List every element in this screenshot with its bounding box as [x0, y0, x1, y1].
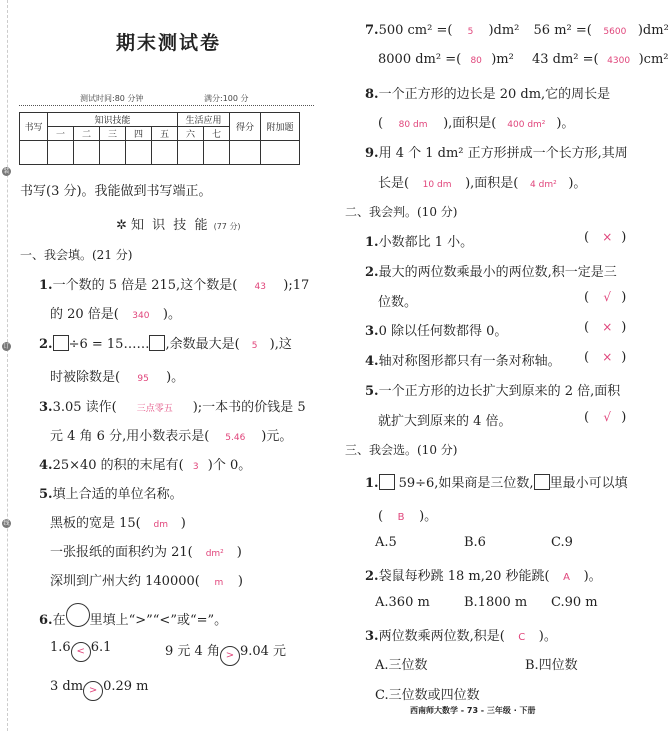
question-5-item: 一张报纸的面积约为 21( dm² ): [50, 545, 242, 560]
answer: A: [563, 572, 571, 583]
compare-item: 9 元 4 角 > 9.04 元: [165, 640, 286, 666]
score-col-score: 得分: [230, 113, 261, 141]
binding-hole: 订: [3, 343, 10, 350]
binding-hole: 线: [3, 520, 10, 527]
answer: 340: [132, 311, 150, 321]
score-table: [19, 112, 300, 165]
blank-circle-icon: [66, 603, 90, 627]
question-3-line1: 3.3.05 读作( 三点零五 );一本书的价钱是 5: [39, 400, 306, 415]
judge-mark: ( √ ): [584, 410, 627, 425]
blank-box-icon: [534, 474, 550, 490]
answer: <: [71, 642, 91, 662]
binding-hole: 装: [3, 168, 10, 175]
score-group-knowledge: 知识技能: [48, 113, 178, 127]
score-subcol: 六: [178, 127, 204, 141]
blank-box-icon: [379, 474, 395, 490]
question-2-line2: 时被除数是( 95 )。: [50, 370, 185, 385]
answer: >: [220, 646, 240, 666]
question-8-line2: ( 80 dm ),面积是( 400 dm² )。: [378, 116, 575, 131]
score-group-application: 生活应用: [178, 113, 230, 127]
answer: 400 dm²: [507, 120, 546, 130]
option: A.360 m: [375, 595, 430, 610]
writing-line: 书写(3 分)。我能做到书写端正。: [20, 184, 212, 199]
score-subcol: 四: [126, 127, 152, 141]
question-1-line1: 1.一个数的 5 倍是 215,这个数是( 43 );17: [39, 278, 310, 293]
score-col-writing: 书写: [20, 113, 48, 141]
answer: >: [83, 681, 103, 701]
option: B.四位数: [525, 658, 578, 673]
judge-mark: ( × ): [584, 230, 627, 245]
question-5-title: 5.填上合适的单位名称。: [39, 487, 183, 502]
score-cell: [100, 141, 126, 165]
score-cell: [230, 141, 261, 165]
option: B.1800 m: [464, 595, 528, 610]
score-col-extra: 附加题: [261, 113, 300, 141]
judge-item: 1.小数都比 1 小。: [365, 235, 474, 250]
compare-item: 1.6 < 6.1: [50, 640, 111, 662]
answer: 三点零五: [136, 404, 173, 414]
option: A.5: [375, 535, 397, 550]
judge-item-cont: 位数。: [378, 295, 418, 310]
judge-mark: ( √ ): [584, 290, 627, 305]
judge-mark: ( × ): [584, 350, 627, 365]
answer: 5: [467, 27, 474, 37]
answer: C: [518, 632, 526, 643]
score-cell: [20, 141, 48, 165]
score-cell: [74, 141, 100, 165]
answer: m: [214, 578, 224, 588]
score-cell: [204, 141, 230, 165]
judge-item-cont: 就扩大到原来的 4 倍。: [378, 414, 512, 429]
part1-heading: 一、我会填。(21 分): [20, 248, 133, 262]
score-cell: [261, 141, 300, 165]
answer: dm: [153, 520, 168, 530]
answer: 5.46: [225, 433, 246, 443]
question-6-title: 6.在 里填上“>”“<”或“=”。: [39, 603, 227, 628]
question-9-line2: 长是( 10 dm ),面积是( 4 dm² )。: [378, 176, 587, 191]
answer: 10 dm: [422, 180, 452, 190]
answer: 95: [137, 374, 149, 384]
binding-line: [7, 0, 8, 731]
blank-box-icon: [53, 335, 69, 351]
question-5-item: 黑板的宽是 15( dm ): [50, 516, 186, 531]
question-5-item: 深圳到广州大约 140000( m ): [50, 574, 243, 589]
question-9-line1: 9.用 4 个 1 dm² 正方形拼成一个长方形,其周: [365, 146, 628, 161]
judge-item: 2.最大的两位数乘最小的两位数,积一定是三: [365, 265, 617, 280]
knowledge-heading: ✲ 知 识 技 能 (77 分): [116, 218, 241, 233]
answer: dm²: [205, 549, 224, 559]
choice-question-2: 2.袋鼠每秒跳 18 m,20 秒能跳( A )。: [365, 569, 602, 584]
part2-heading: 二、我会判。(10 分): [345, 205, 458, 219]
score-cell: [178, 141, 204, 165]
star-icon: ✲: [116, 218, 127, 233]
score-cell: [126, 141, 152, 165]
option: C.三位数或四位数: [375, 688, 480, 703]
page-footer: 西南师大数学 - 73 - 三年级 · 下册: [410, 706, 536, 715]
part3-heading: 三、我会选。(10 分): [345, 443, 458, 457]
score-subcol: 三: [100, 127, 126, 141]
option: B.6: [464, 535, 486, 550]
question-7-line1: 7.500 cm² =( 5 )dm² 56 m² =( 5600 )dm²: [365, 23, 669, 38]
score-cell: [152, 141, 178, 165]
answer: 80: [470, 56, 482, 66]
question-7-line2: 8000 dm² =( 80 )m² 43 dm² =( 4300 )cm²: [378, 52, 669, 67]
question-1-line2: 的 20 倍是( 340 )。: [50, 307, 181, 322]
score-subcol: 一: [48, 127, 74, 141]
judge-mark: ( × ): [584, 320, 627, 335]
question-2-line1: 2. ÷6 = 15…… ,余数最大是( 5 ),这: [39, 337, 292, 352]
answer: 3: [192, 462, 199, 472]
judge-item: 3.0 除以任何数都得 0。: [365, 324, 508, 339]
page-title: 期末测试卷: [116, 32, 222, 54]
question-4: 4.25×40 的积的末尾有( 3 )个 0。: [39, 458, 252, 473]
full-score: 满分:100 分: [204, 94, 249, 103]
option: A.三位数: [375, 658, 428, 673]
answer: 4 dm²: [530, 180, 557, 190]
answer: 5: [251, 341, 258, 351]
answer: 43: [254, 282, 266, 292]
blank-box-icon: [149, 335, 165, 351]
choice-question-1: 1. 59÷6,如果商是三位数, 里最小可以填: [365, 476, 628, 491]
divider: [19, 105, 314, 106]
score-subcol: 二: [74, 127, 100, 141]
question-3-line2: 元 4 角 6 分,用小数表示是( 5.46 )元。: [50, 429, 293, 444]
compare-item: 3 dm > 0.29 m: [50, 679, 148, 701]
test-time: 测试时间:80 分钟: [80, 94, 144, 103]
score-subcol: 七: [204, 127, 230, 141]
answer: 5600: [603, 27, 627, 37]
score-subcol: 五: [152, 127, 178, 141]
judge-item: 5.一个正方形的边长扩大到原来的 2 倍,面积: [365, 384, 621, 399]
option: C.9: [551, 535, 573, 550]
choice-answer: ( B )。: [378, 509, 438, 524]
score-cell: [48, 141, 74, 165]
judge-item: 4.轴对称图形都只有一条对称轴。: [365, 354, 561, 369]
choice-question-3: 3.两位数乘两位数,积是( C )。: [365, 629, 557, 644]
option: C.90 m: [551, 595, 598, 610]
answer: 80 dm: [398, 120, 428, 130]
question-8-line1: 8.一个正方形的边长是 20 dm,它的周长是: [365, 87, 611, 102]
answer: 4300: [607, 56, 631, 66]
